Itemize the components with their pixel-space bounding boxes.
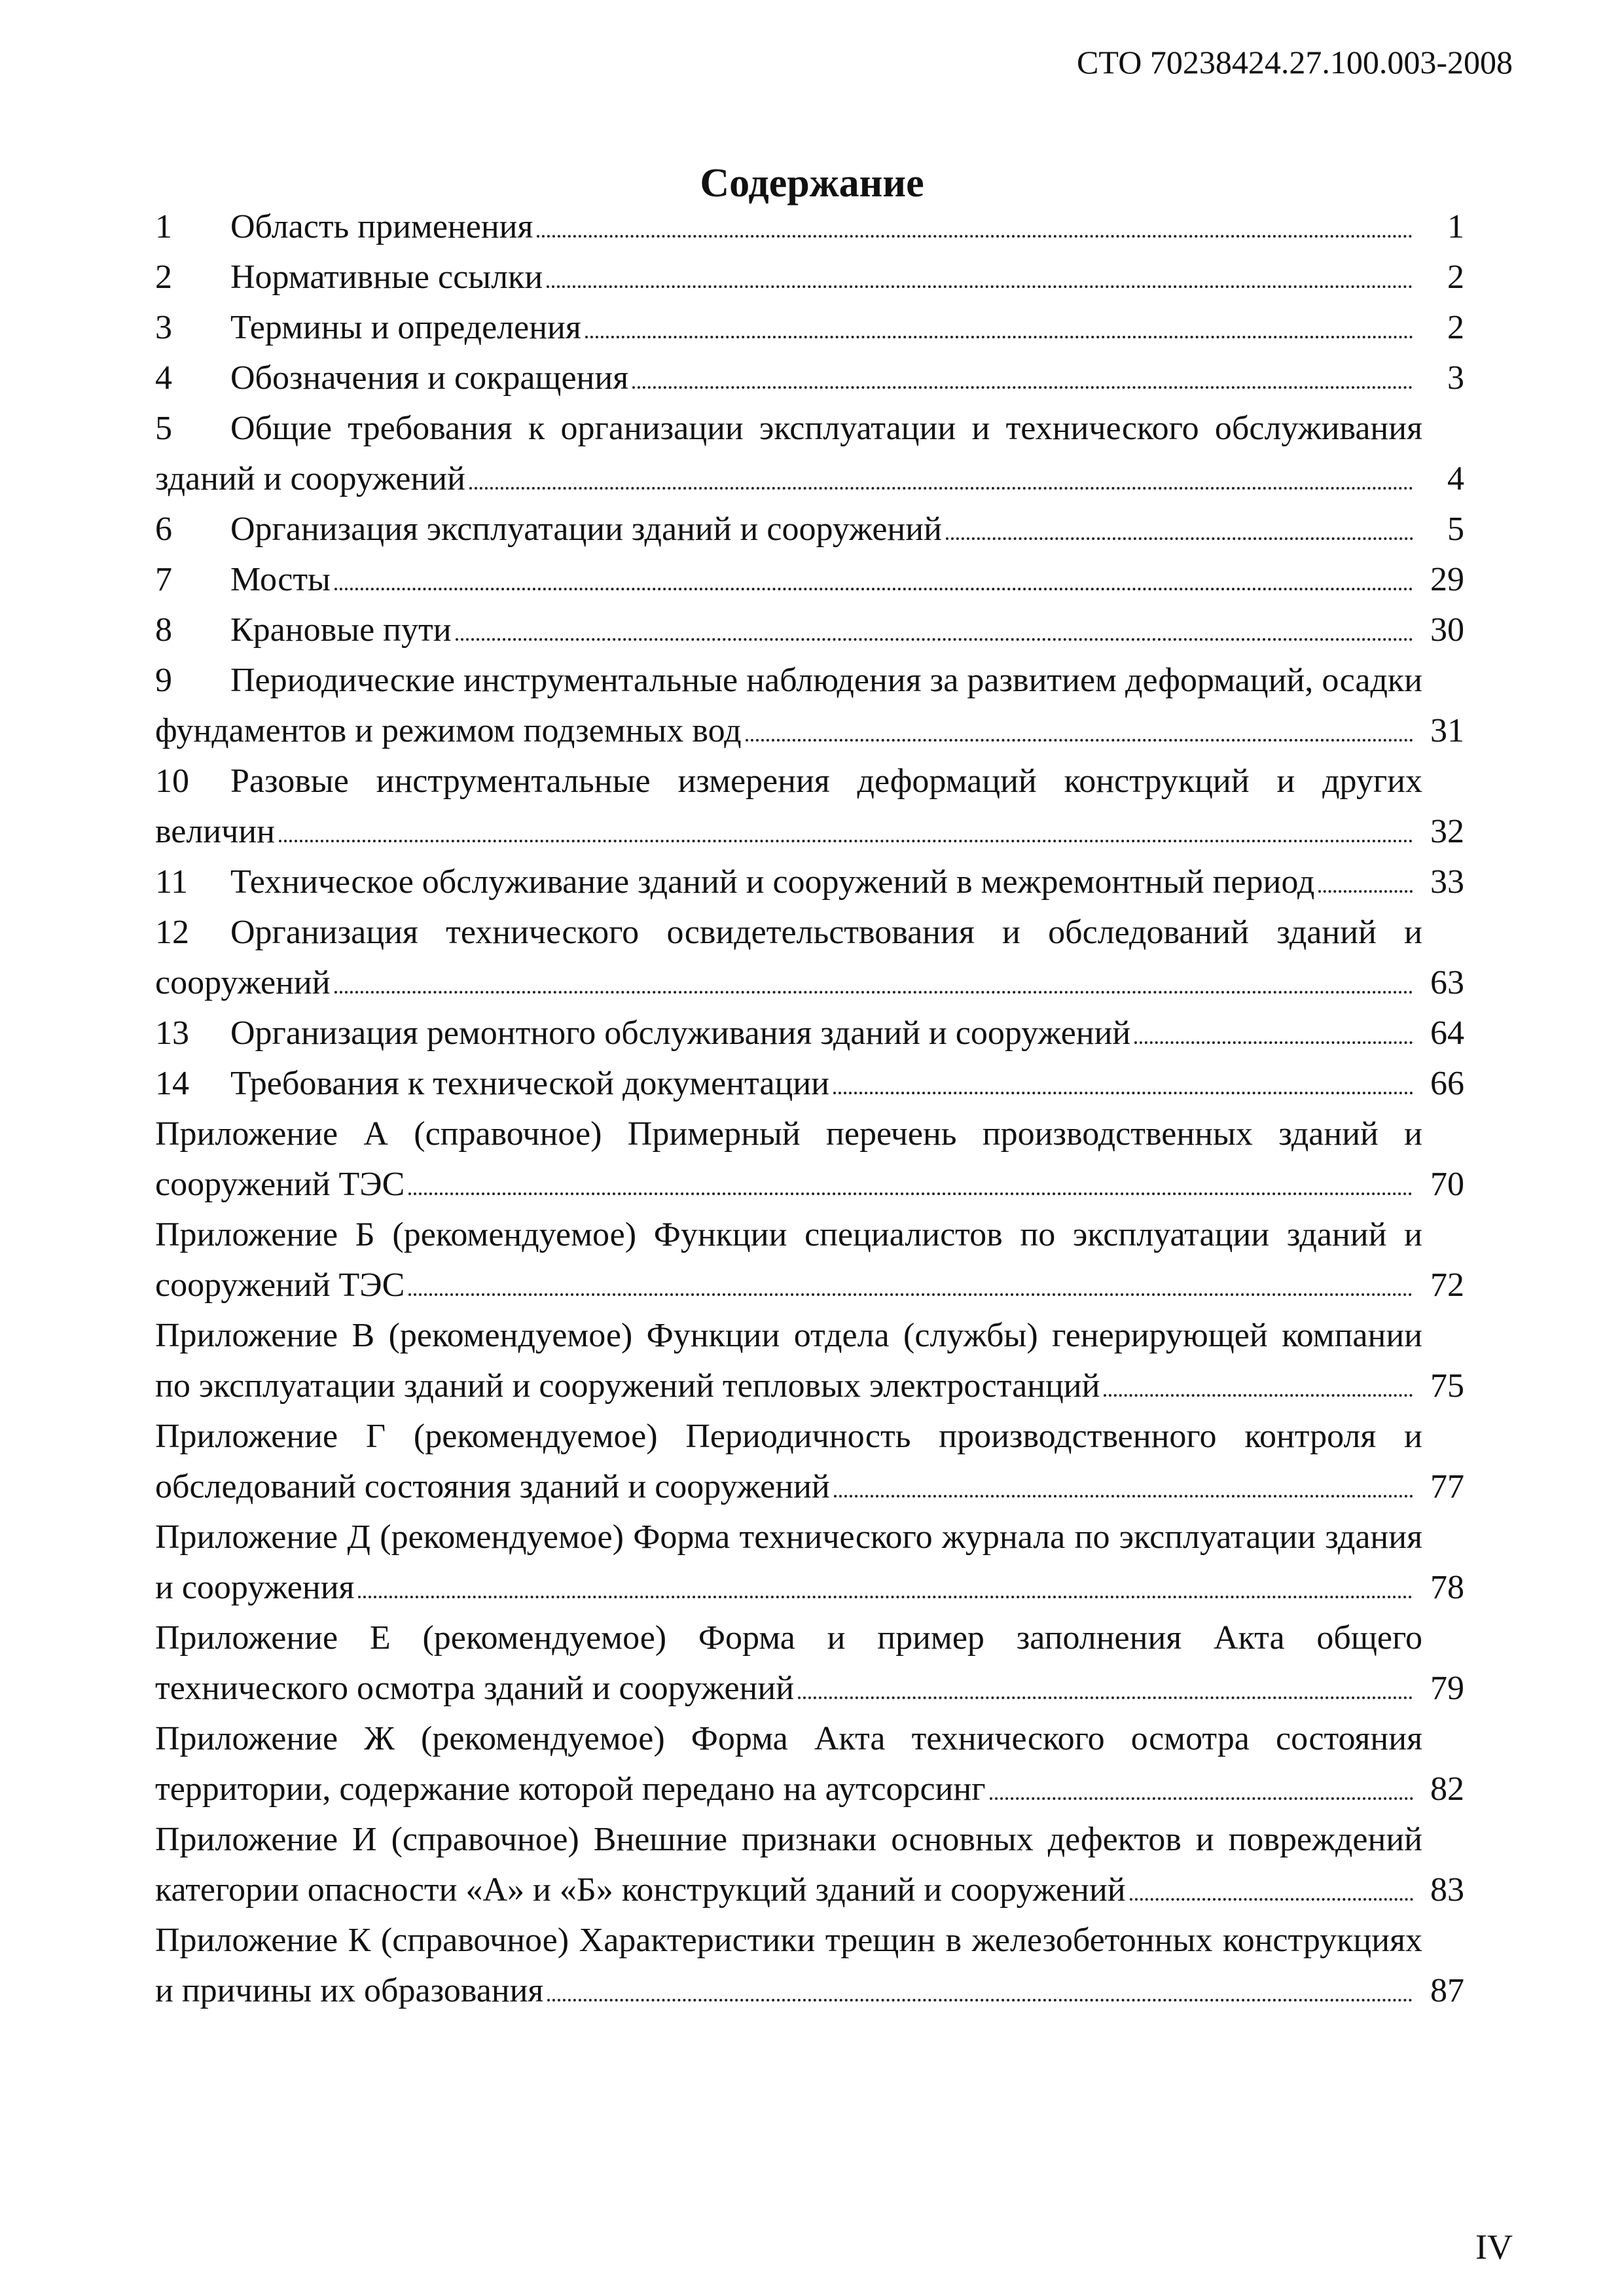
toc-section-number: 6 (155, 511, 172, 548)
toc-entry-title: Организация ремонтного обслуживания зданий и сооружений (230, 1014, 1131, 1052)
toc-page-number: 1 (1447, 208, 1464, 245)
toc-entry-text (155, 857, 1422, 907)
toc-entry-title: Общие требования к организации эксплуатации и технического обслуживания зданий и сооружений (155, 410, 1422, 497)
dot-leader (746, 732, 1413, 742)
toc-entry-title: Организация технического освидетельствования и обследований зданий и сооружений (155, 914, 1422, 1001)
toc-entry-text (155, 655, 1422, 756)
toc-section-number: 8 (155, 611, 172, 649)
dot-leader (585, 329, 1413, 338)
toc-page-number: 72 (1430, 1266, 1464, 1304)
toc-page-number: 87 (1430, 1972, 1464, 2009)
dot-leader (990, 1791, 1413, 1800)
toc-entry[interactable] (155, 1814, 1464, 1915)
toc-section-number: 14 (155, 1065, 189, 1102)
toc-section-number: 5 (155, 410, 172, 447)
dot-leader (334, 581, 1413, 590)
toc-section-number: 10 (155, 762, 189, 800)
toc-page-number: 70 (1430, 1166, 1464, 1203)
toc-entry-text (155, 302, 1422, 353)
toc-entry-title: Разовые инструментальные измерения деформаций конструкций и других величин (155, 762, 1422, 850)
toc-entry-title: Приложение Б (рекомендуемое) Функции специалистов по эксплуатации зданий и сооружений ТЭС (155, 1216, 1422, 1304)
toc-entry-title: Приложение А (справочное) Примерный перечень производственных зданий и сооружений ТЭС (155, 1115, 1422, 1203)
toc-entry-text (155, 403, 1422, 504)
toc-entry-text (155, 554, 1422, 605)
toc-entry-text (155, 1008, 1422, 1058)
dot-leader (798, 1690, 1413, 1699)
toc-page-number: 3 (1447, 359, 1464, 397)
dot-leader (632, 380, 1413, 389)
toc-entry-text (155, 1058, 1422, 1109)
toc-page-number: 75 (1430, 1367, 1464, 1405)
dot-leader (547, 279, 1413, 288)
toc-entry-title: Нормативные ссылки (230, 259, 543, 296)
dot-leader (1134, 1035, 1413, 1044)
toc-entry[interactable] (155, 1210, 1464, 1310)
dot-leader (408, 1287, 1413, 1296)
dot-leader (946, 531, 1413, 540)
toc-entry-title: Мосты (230, 561, 331, 598)
toc-entry-text (155, 1310, 1422, 1411)
toc-page-number: 29 (1430, 561, 1464, 598)
toc-section-number: 11 (155, 863, 189, 901)
toc-entry[interactable] (155, 1613, 1464, 1713)
dot-leader (547, 1992, 1413, 2001)
toc-page-number: 4 (1447, 460, 1464, 497)
toc-page-number: 78 (1430, 1569, 1464, 1606)
toc-entry[interactable] (155, 403, 1464, 504)
toc-section-number: 7 (155, 561, 172, 598)
toc-page-number: 64 (1430, 1014, 1464, 1052)
toc-entry[interactable] (155, 605, 1464, 655)
toc-entry-title: Приложение К (справочное) Характеристики трещин в железобетонных конструкциях и причины их образования (155, 1922, 1422, 2009)
toc-section-number: 1 (155, 208, 172, 245)
toc-entry[interactable] (155, 1915, 1464, 2016)
toc-entry[interactable] (155, 1109, 1464, 1210)
toc-page-number: 82 (1430, 1770, 1464, 1808)
toc-entry[interactable] (155, 1411, 1464, 1512)
toc-entry-text (155, 1210, 1422, 1310)
toc-entry-text (155, 353, 1422, 403)
dot-leader (334, 984, 1413, 994)
toc-entry[interactable] (155, 1008, 1464, 1058)
table-of-contents (155, 202, 1464, 2016)
dot-leader (456, 632, 1413, 641)
toc-section-number: 13 (155, 1014, 189, 1052)
toc-entry-title: Термины и определения (230, 309, 581, 346)
toc-entry[interactable] (155, 907, 1464, 1008)
toc-entry[interactable] (155, 1512, 1464, 1613)
toc-entry[interactable] (155, 302, 1464, 353)
toc-page-number: 31 (1430, 712, 1464, 749)
toc-page-number: 77 (1430, 1468, 1464, 1505)
toc-entry-text (155, 1613, 1422, 1713)
dot-leader (833, 1085, 1413, 1094)
toc-page-number: 66 (1430, 1065, 1464, 1102)
toc-entry-title: Периодические инструментальные наблюдения за развитием деформаций, осадки фундаментов и режимом подземных вод (155, 662, 1422, 749)
toc-entry-text (155, 907, 1422, 1008)
toc-entry[interactable] (155, 756, 1464, 857)
toc-entry-text (155, 1512, 1422, 1613)
toc-entry-title: Приложение В (рекомендуемое) Функции отдела (службы) генерирующей компании по эксплуатации зданий и сооружений тепловых электростанций (155, 1317, 1422, 1405)
toc-page-number: 79 (1430, 1670, 1464, 1707)
toc-page-number: 63 (1430, 964, 1464, 1001)
toc-entry-title: Организация эксплуатации зданий и сооружений (230, 511, 942, 548)
dot-leader (408, 1186, 1413, 1195)
toc-section-number: 3 (155, 309, 172, 346)
toc-section-number: 12 (155, 914, 189, 951)
toc-entry[interactable] (155, 202, 1464, 252)
page-number: IV (1475, 2227, 1513, 2267)
toc-page-number: 2 (1447, 259, 1464, 296)
toc-entry-title: Приложение Ж (рекомендуемое) Форма Акта технического осмотра состояния территории, содержание которой передано на аутсорсинг (155, 1720, 1422, 1808)
toc-entry-title: Обозначения и сокращения (230, 359, 629, 397)
dot-leader (469, 480, 1413, 490)
toc-entry-title: Крановые пути (230, 611, 452, 649)
toc-entry-title: Область применения (230, 208, 533, 245)
toc-entry-text (155, 605, 1422, 655)
toc-section-number: 4 (155, 359, 172, 397)
document-code: СТО 70238424.27.100.003-2008 (1077, 44, 1513, 81)
dot-leader (279, 833, 1413, 842)
toc-entry-text (155, 202, 1422, 252)
toc-page-number: 32 (1430, 813, 1464, 850)
toc-entry-title: Приложение Г (рекомендуемое) Периодичность производственного контроля и обследований состояния зданий и сооружений (155, 1418, 1422, 1505)
toc-entry-title: Требования к технической документации (230, 1065, 829, 1102)
dot-leader (358, 1589, 1413, 1598)
dot-leader (1104, 1388, 1413, 1397)
dot-leader (834, 1488, 1413, 1498)
toc-entry-text (155, 1814, 1422, 1915)
toc-entry-text (155, 504, 1422, 554)
toc-entry-text (155, 252, 1422, 302)
toc-page-number: 33 (1430, 863, 1464, 901)
toc-entry[interactable] (155, 1310, 1464, 1411)
toc-entry-title: Техническое обслуживание зданий и сооружений в межремонтный период (230, 863, 1315, 901)
toc-section-number: 2 (155, 259, 172, 296)
toc-entry[interactable] (155, 1058, 1464, 1109)
dot-leader (537, 228, 1413, 238)
toc-entry-text (155, 1915, 1422, 2016)
toc-entry[interactable] (155, 353, 1464, 403)
toc-entry[interactable] (155, 857, 1464, 907)
dot-leader (1318, 884, 1413, 893)
toc-entry-title: Приложение Д (рекомендуемое) Форма технического журнала по эксплуатации здания и сооружения (155, 1518, 1422, 1606)
toc-entry[interactable] (155, 1713, 1464, 1814)
toc-entry-text (155, 1713, 1422, 1814)
toc-entry-title: Приложение И (справочное) Внешние признаки основных дефектов и повреждений категории опасности «А» и «Б» конструкций зданий и сооружений (155, 1821, 1422, 1909)
dot-leader (1130, 1892, 1413, 1901)
toc-page-number: 5 (1447, 511, 1464, 548)
page-title: Содержание (700, 161, 924, 206)
toc-entry[interactable] (155, 554, 1464, 605)
toc-entry[interactable] (155, 252, 1464, 302)
toc-entry[interactable] (155, 504, 1464, 554)
toc-entry-title: Приложение Е (рекомендуемое) Форма и пример заполнения Акта общего технического осмотра зданий и сооружений (155, 1619, 1422, 1707)
toc-section-number: 9 (155, 662, 172, 699)
toc-page-number: 30 (1430, 611, 1464, 649)
toc-entry[interactable] (155, 655, 1464, 756)
toc-entry-text (155, 756, 1422, 857)
toc-entry-text (155, 1411, 1422, 1512)
toc-page-number: 2 (1447, 309, 1464, 346)
toc-page-number: 83 (1430, 1871, 1464, 1909)
toc-entry-text (155, 1109, 1422, 1210)
